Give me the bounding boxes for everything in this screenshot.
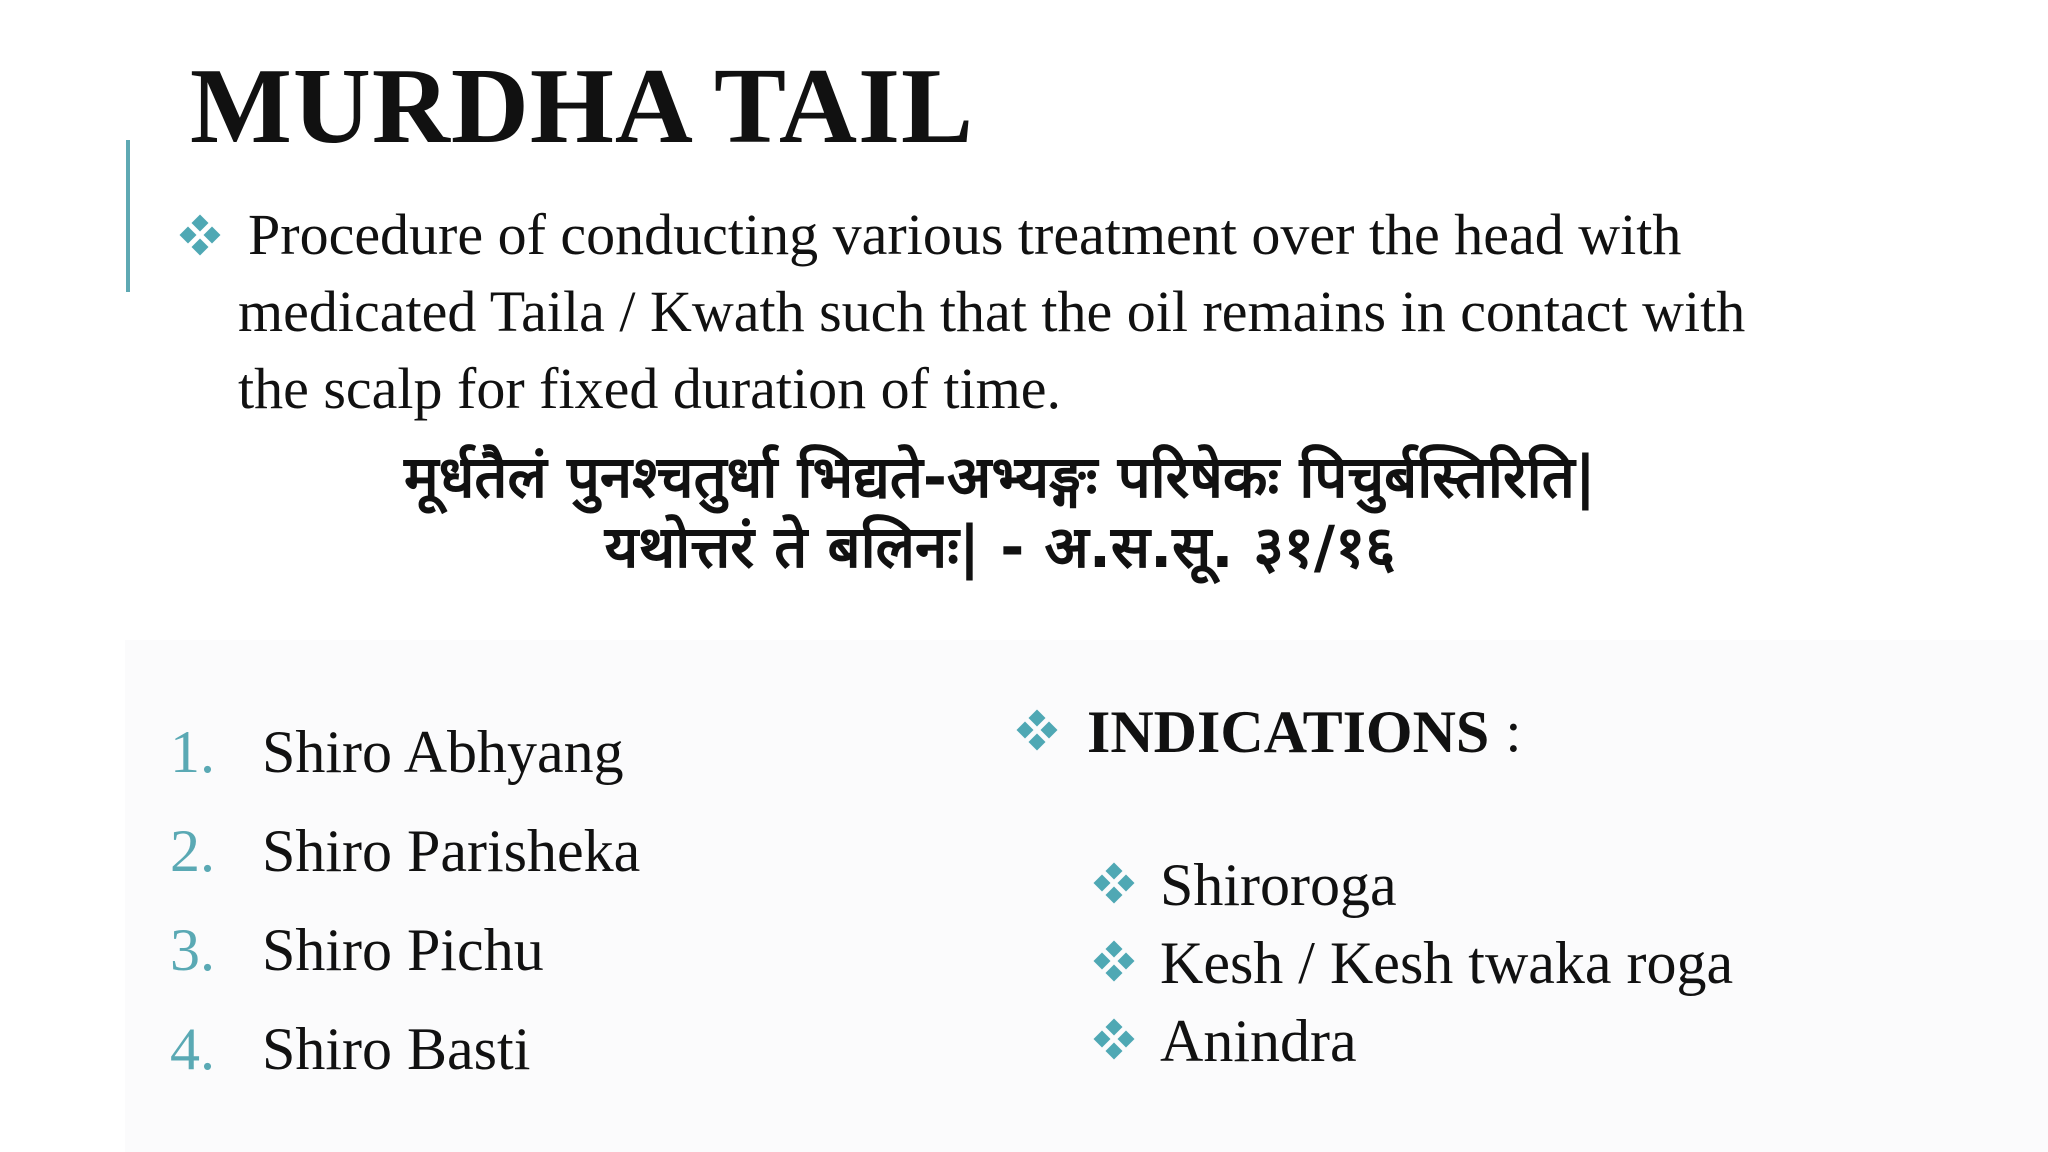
indication-item — [1092, 924, 1733, 1002]
sanskrit-line-1: मूर्धतैलं पुनश्चतुर्धा भिद्यते-अभ्यङ्गः परिषेकः पिचुर्बस्तिरिति| — [404, 443, 1596, 511]
procedure-number: 2. — [170, 818, 215, 884]
four-diamond-bullet-icon — [1092, 1019, 1136, 1063]
four-diamond-bullet-icon — [1092, 863, 1136, 907]
procedure-number: 1. — [170, 719, 215, 785]
procedure-label: Shiro Pichu — [262, 917, 544, 983]
four-diamond-bullet-icon — [1015, 710, 1059, 754]
procedure-item — [170, 712, 640, 811]
indication-label: Shiroroga — [1160, 852, 1397, 918]
intro-paragraph — [238, 196, 1938, 427]
sanskrit-line-2: यथोत्तरं ते बलिनः| - अ.स.सू. ३१/१६ — [604, 513, 1396, 581]
indication-item — [1092, 846, 1733, 924]
procedure-label: Shiro Basti — [262, 1016, 531, 1082]
indication-label: Anindra — [1160, 1008, 1357, 1074]
procedure-label: Shiro Abhyang — [262, 719, 624, 785]
intro-line-3: the scalp for fixed duration of time. — [238, 356, 1062, 421]
indications-colon: : — [1505, 699, 1522, 764]
indication-item — [1092, 1002, 1733, 1080]
intro-line-2: medicated Taila / Kwath such that the oil remains in contact with — [238, 279, 1746, 344]
accent-line — [126, 140, 130, 292]
procedure-item — [170, 910, 640, 1009]
procedure-number: 3. — [170, 917, 215, 983]
indications-list — [1092, 846, 1733, 1080]
intro-bullet — [178, 215, 222, 264]
four-diamond-bullet-icon — [178, 215, 222, 259]
procedure-item — [170, 1009, 640, 1108]
procedure-list — [170, 712, 640, 1108]
procedure-number: 4. — [170, 1016, 215, 1082]
indications-title: INDICATIONS — [1087, 699, 1490, 765]
four-diamond-bullet-icon — [1092, 941, 1136, 985]
intro-line-1: Procedure of conducting various treatment over the head with — [248, 202, 1682, 267]
procedure-item — [170, 811, 640, 910]
procedure-label: Shiro Parisheka — [262, 818, 641, 884]
indication-label: Kesh / Kesh twaka roga — [1160, 930, 1734, 996]
sanskrit-verse — [200, 442, 1800, 582]
slide-title: MURDHA TAIL — [190, 47, 975, 166]
indications-heading — [1015, 692, 1521, 772]
